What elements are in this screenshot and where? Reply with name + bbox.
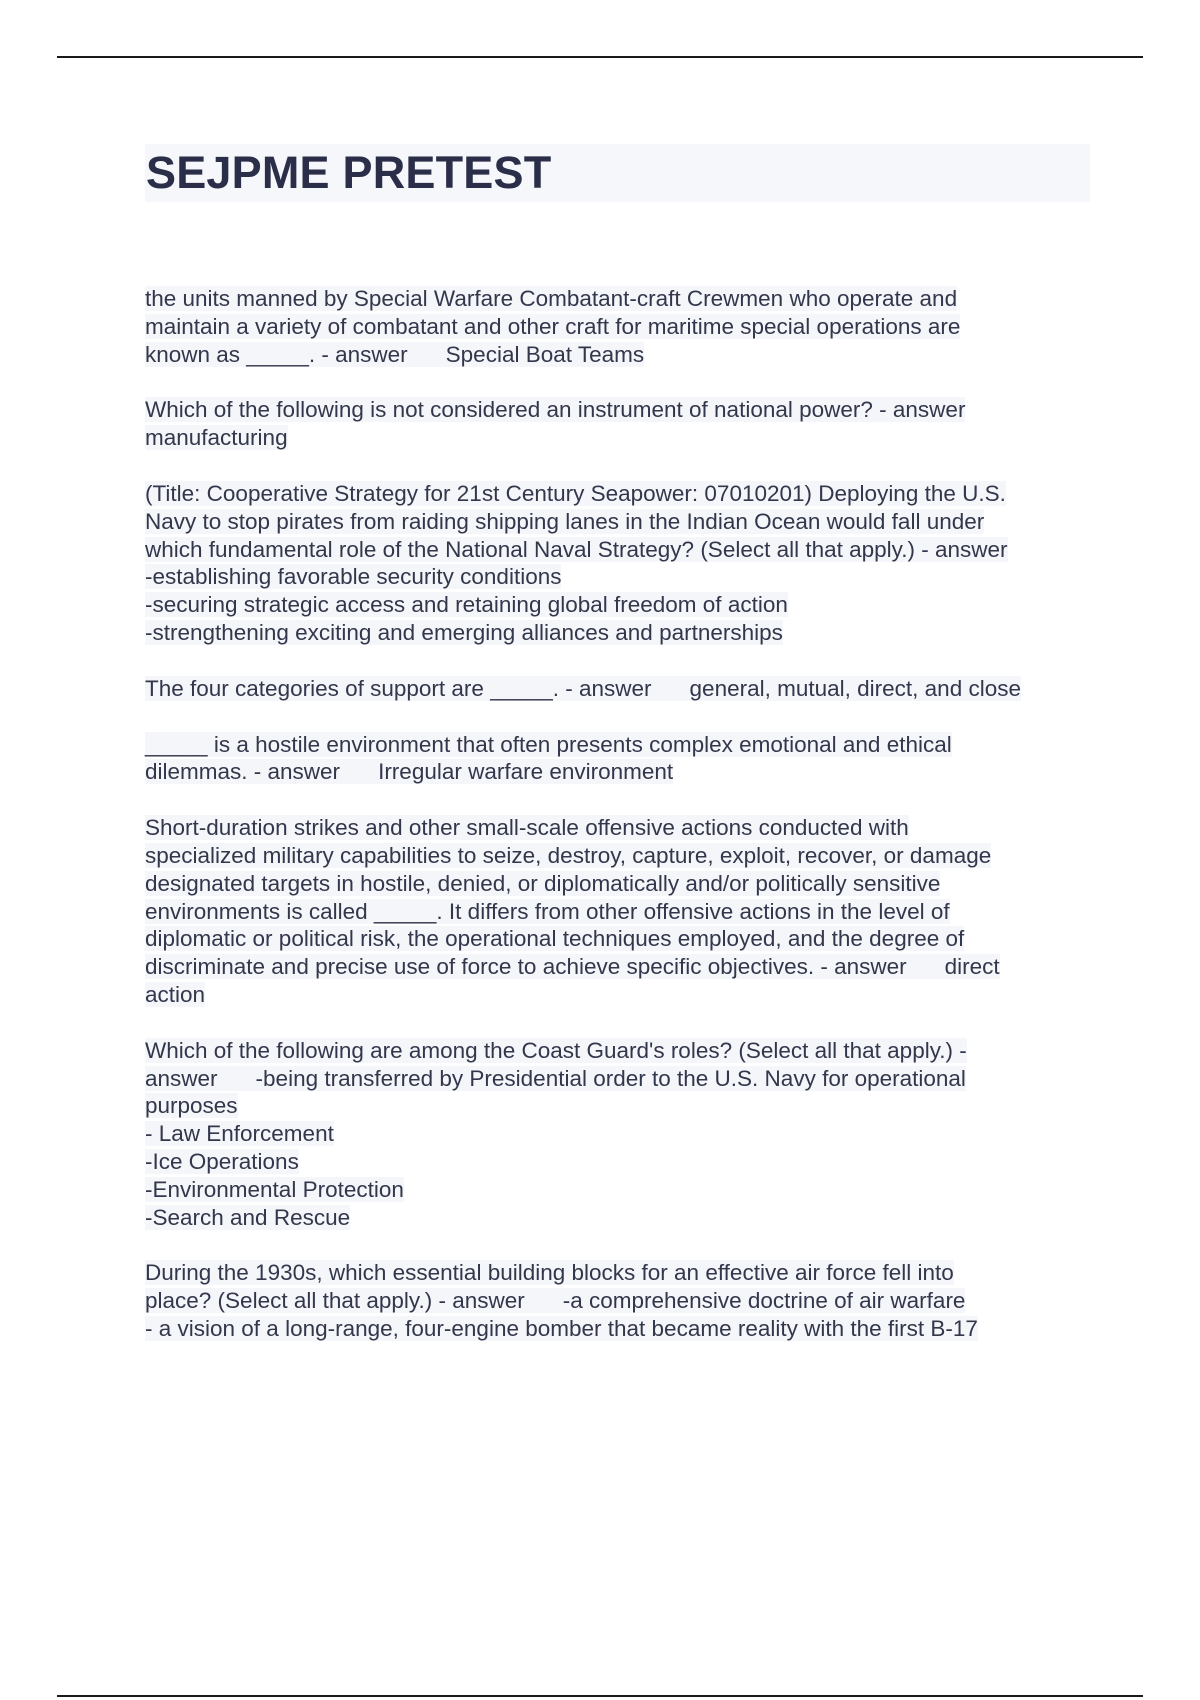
entry-1-answer: Special Boat Teams (445, 341, 645, 367)
page-title: SEJPME PRETEST (146, 147, 552, 198)
entry-5-line-1: _____ is a hostile environment that often presents complex emotional and ethical (145, 731, 952, 757)
qa-entry-3 (145, 480, 1095, 647)
entry-7-answer-2: purposes (145, 1093, 238, 1119)
qa-entry-2 (145, 396, 1095, 452)
entry-2-line-1: Which of the following is not considered an instrument of national power? - answer (145, 397, 966, 423)
entry-6-line-4: environments is called _____. It differs from other offensive actions in the level of (145, 898, 950, 924)
entry-4-answer: general, mutual, direct, and close (689, 675, 1021, 701)
entry-7-line-2: answer (145, 1065, 218, 1091)
entry-8-line-1: During the 1930s, which essential building blocks for an effective air force fell into (145, 1260, 954, 1286)
entry-6-line-2: specialized military capabilities to seize, destroy, capture, exploit, recover, or damage (145, 842, 992, 868)
bottom-rule (57, 1695, 1143, 1697)
entry-7-answer-4: -Ice Operations (145, 1148, 299, 1174)
qa-entry-1 (145, 285, 1095, 368)
entry-3-answer-2: -securing strategic access and retaining global freedom of action (145, 592, 788, 618)
entry-6-line-1: Short-duration strikes and other small-scale offensive actions conducted with (145, 815, 909, 841)
entry-6-answer-1: direct (944, 954, 1000, 980)
entry-6-line-6: discriminate and precise use of force to achieve specific objectives. - answer (145, 954, 907, 980)
entry-8-answer-2: - a vision of a long-range, four-engine bomber that became reality with the first B-17 (145, 1315, 978, 1341)
qa-entry-5 (145, 731, 1095, 787)
document-body (145, 285, 1095, 1371)
entry-3-line-3: which fundamental role of the National Naval Strategy? (Select all that apply.) - answer (145, 536, 1008, 562)
entry-8-line-2: place? (Select all that apply.) - answer (145, 1288, 525, 1314)
entry-3-answer-3: -strengthening exciting and emerging alliances and partnerships (145, 619, 783, 645)
entry-3-answer-1: -establishing favorable security conditions (145, 564, 562, 590)
entry-3-line-2: Navy to stop pirates from raiding shipping lanes in the Indian Ocean would fall under (145, 508, 985, 534)
entry-6-line-5: diplomatic or political risk, the operational techniques employed, and the degree of (145, 926, 965, 952)
entry-1-line-3: known as _____. - answer (145, 341, 408, 367)
entry-5-answer: Irregular warfare environment (378, 759, 674, 785)
entry-3-line-1: (Title: Cooperative Strategy for 21st Century Seapower: 07010201) Deploying the U.S. (145, 480, 1006, 506)
entry-7-answer-1: -being transferred by Presidential order to the U.S. Navy for operational (255, 1065, 966, 1091)
entry-7-answer-5: -Environmental Protection (145, 1176, 404, 1202)
qa-entry-6 (145, 814, 1095, 1009)
entry-6-line-3: designated targets in hostile, denied, or diplomatically and/or politically sensitive (145, 870, 941, 896)
qa-entry-4 (145, 675, 1095, 703)
entry-7-line-1: Which of the following are among the Coast Guard's roles? (Select all that apply.) - (145, 1037, 967, 1063)
entry-1-line-1: the units manned by Special Warfare Combatant-craft Crewmen who operate and (145, 286, 958, 311)
entry-5-line-2: dilemmas. - answer (145, 759, 341, 785)
entry-6-answer-2: action (145, 981, 206, 1007)
qa-entry-8 (145, 1259, 1095, 1342)
top-rule (57, 56, 1143, 58)
entry-7-answer-3: - Law Enforcement (145, 1121, 334, 1147)
qa-entry-7 (145, 1037, 1095, 1232)
entry-8-answer-1: -a comprehensive doctrine of air warfare (562, 1288, 966, 1314)
entry-2-answer: manufacturing (145, 425, 288, 451)
entry-4-line-1: The four categories of support are _____. - answer (145, 675, 652, 701)
entry-1-line-2: maintain a variety of combatant and other craft for maritime special operations are (145, 313, 961, 339)
entry-7-answer-6: -Search and Rescue (145, 1204, 351, 1230)
